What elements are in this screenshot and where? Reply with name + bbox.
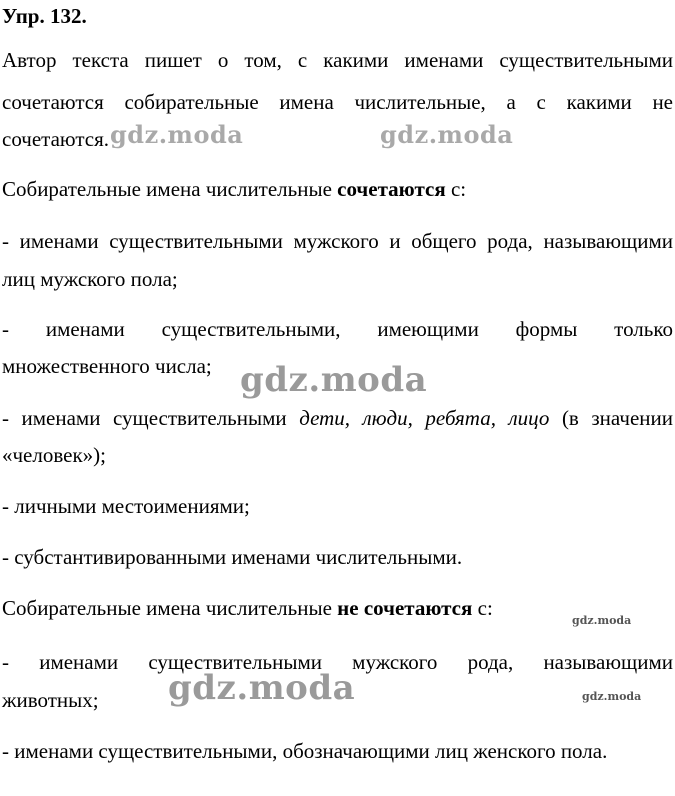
- not-combine-lead-bold: не сочетаются: [337, 596, 473, 620]
- intro-line-1: Автор текста пишет о том, с какими именами существительными: [2, 48, 673, 72]
- combine-item-1-line-2: лиц мужского пола;: [2, 267, 178, 291]
- watermark: gdz.moda: [380, 120, 514, 149]
- combine-item-3-start: - именами существительными: [2, 406, 300, 430]
- watermark: gdz.moda: [110, 120, 244, 149]
- not-combine-item-2: - именами существительными, обозначающими лиц женского пола.: [2, 739, 608, 763]
- combine-item-3-line-1: [2, 406, 673, 430]
- not-combine-lead-end: с:: [472, 596, 493, 620]
- combine-lead: [2, 177, 673, 201]
- combine-lead-start: Собирательные имена числительные: [2, 177, 338, 201]
- combine-item-3-line-2: «человек»);: [2, 443, 107, 467]
- combine-item-1-line-1: - именами существительными мужского и общего рода, называющими: [2, 229, 673, 253]
- combine-item-3-italic: дети, люди, ребята, лицо: [299, 406, 550, 430]
- watermark: gdz.moda: [168, 668, 356, 708]
- combine-item-4: - личными местоимениями;: [2, 494, 250, 518]
- watermark: gdz.moda: [240, 360, 428, 400]
- watermark: gdz.moda: [572, 614, 632, 627]
- combine-item-5: - субстантивированными именами числительными.: [2, 545, 463, 569]
- combine-item-2-line-1: - именами существительными, имеющими формы только: [2, 317, 673, 341]
- exercise-heading: Упр. 132.: [2, 4, 87, 28]
- combine-item-3-end: (в значении: [549, 406, 673, 430]
- not-combine-lead-start: Собирательные имена числительные: [2, 596, 338, 620]
- combine-item-2-line-2: множественного числа;: [2, 354, 212, 378]
- intro-line-3: сочетаются.: [2, 127, 109, 151]
- intro-line-2: сочетаются собирательные имена числительные, а с какими не: [2, 90, 673, 114]
- not-combine-item-1-line-1: - именами существительными мужского рода, называющими: [2, 650, 673, 674]
- combine-lead-bold: сочетаются: [337, 177, 446, 201]
- watermark: gdz.moda: [582, 690, 642, 703]
- not-combine-item-1-line-2: животных;: [2, 688, 99, 712]
- combine-lead-end: с:: [445, 177, 467, 201]
